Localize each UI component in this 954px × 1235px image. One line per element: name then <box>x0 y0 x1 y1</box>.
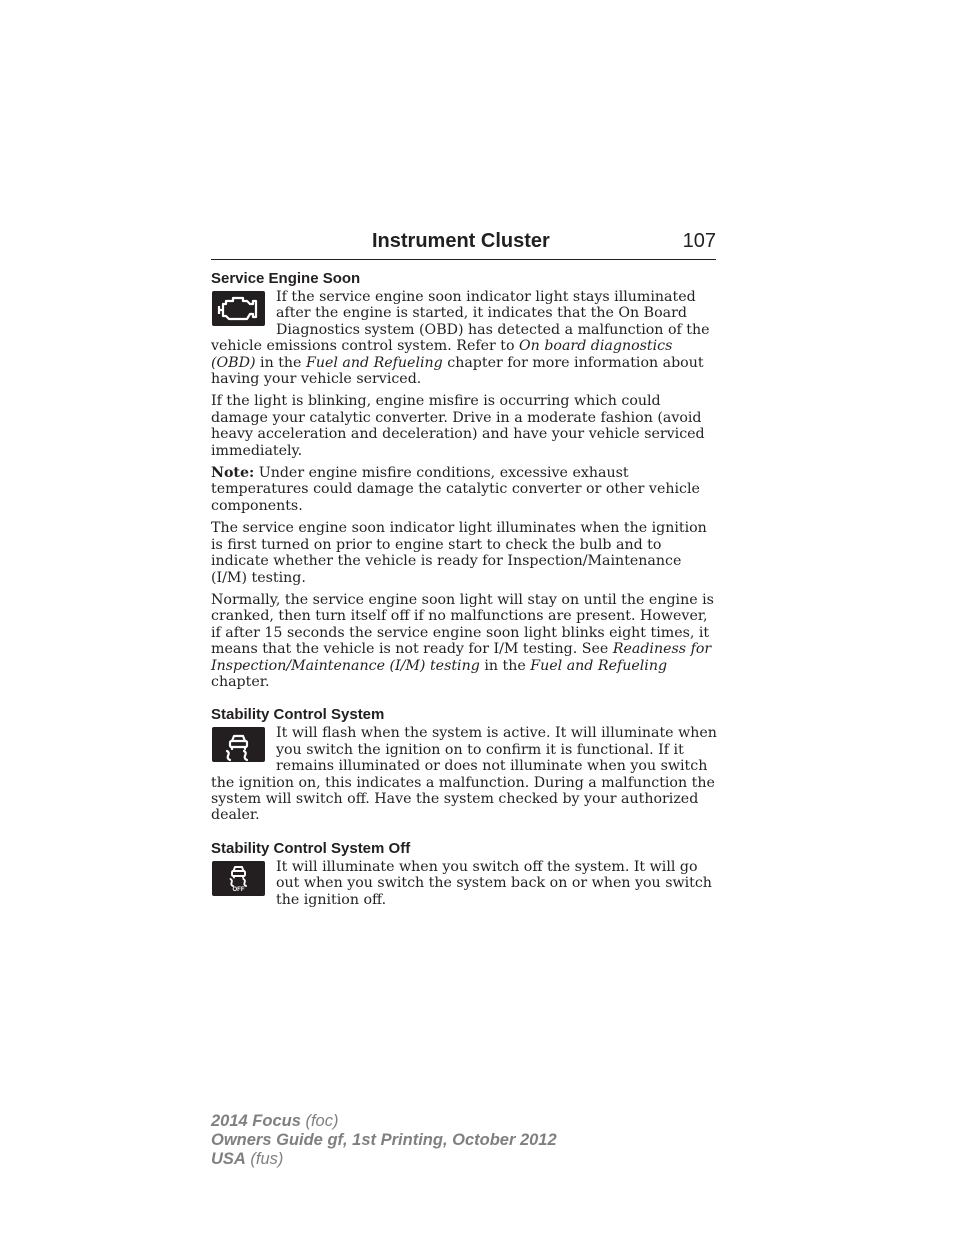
paragraph: It will flash when the system is active. It will illuminate when you switch the ignition on to confirm it is functional. If it remains illuminated or does not illuminate when you switch the ignition on, this indicates a malfunction. During a malfunction the system will switch off. Have the system checked by your authorized dealer. <box>211 725 717 824</box>
paragraph: If the service engine soon indicator light stays illuminated after the engine is started, it indicates that the On Board Diagnostics system (OBD) has detected a malfunction of the vehicle emissions control system. Refer to On board diagnostics (OBD) in the Fuel and Refueling chapter for more information about having your vehicle serviced. <box>211 289 710 388</box>
cross-reference: Readiness for Inspection/Maintenance (I/M) testing <box>211 641 712 674</box>
section-title: Stability Control System Off <box>211 839 411 857</box>
footer-line-market: USA (fus) <box>211 1150 284 1168</box>
page-footer <box>211 1112 557 1169</box>
page-header <box>211 228 716 260</box>
stability-control-icon <box>212 727 265 762</box>
footer-line-printing: Owners Guide gf, 1st Printing, October 2012 <box>211 1131 557 1149</box>
footer-line-model: 2014 Focus (foc) <box>211 1112 339 1130</box>
note-label: Note: <box>211 465 255 482</box>
cross-reference: On board diagnostics (OBD) <box>211 338 673 371</box>
paragraph: If the light is blinking, engine misfire is occurring which could damage your catalytic converter. Drive in a moderate fashion (avoid heavy acceleration and deceleration) and have your vehicle serviced immediately. <box>211 393 705 459</box>
paragraph: It will illuminate when you switch off the system. It will go out when you switch the system back on or when you switch the ignition off. <box>276 858 712 908</box>
section-title: Service Engine Soon <box>211 270 361 287</box>
paragraph: Normally, the service engine soon light will stay on until the engine is cranked, then turn itself off if no malfunctions are present. However, if after 15 seconds the service engine soon light blinks eight times, it means that the vehicle is not ready for I/M testing. See Readiness for Inspection/Maintenance (I/M) testing in the Fuel and Refueling chapter. <box>211 591 714 690</box>
check-engine-icon <box>212 291 265 326</box>
paragraph: The service engine soon indicator light illuminates when the ignition is first turned on prior to engine start to check the bulb and to indicate whether the vehicle is ready for Inspection/Maintenance (I/M) testing. <box>211 520 707 586</box>
section-stability-control-off <box>211 836 719 908</box>
cross-reference: Fuel and Refueling <box>305 354 443 371</box>
stability-control-off-icon <box>212 861 265 896</box>
chapter-title: Instrument Cluster <box>372 230 550 252</box>
cross-reference: Fuel and Refueling <box>530 657 668 674</box>
off-caption: OFF <box>232 886 245 893</box>
section-title: Stability Control System <box>211 706 385 724</box>
note-paragraph: Note: Under engine misfire conditions, excessive exhaust temperatures could damage the catalytic converter or other vehicle components. <box>211 465 700 514</box>
section-service-engine-soon <box>211 266 719 690</box>
page-number: 107 <box>682 230 716 252</box>
section-stability-control <box>211 702 719 823</box>
page-content <box>211 266 719 914</box>
